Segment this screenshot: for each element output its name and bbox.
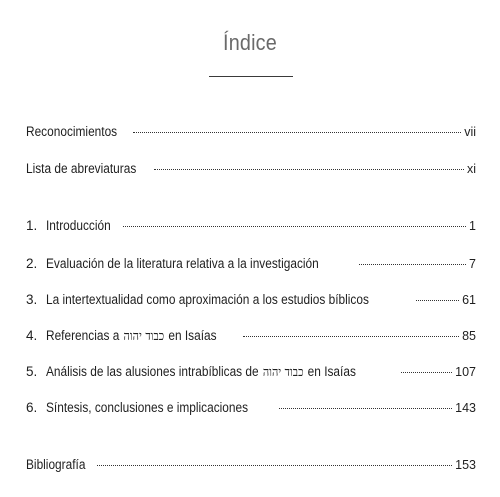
toc-page-number: xi: [466, 162, 476, 176]
chapter-number: 3.: [26, 292, 38, 307]
hebrew-phrase: כבוד יהוה: [262, 364, 304, 379]
toc-entry-label-before: Análisis de las alusiones intrabíblicas de: [46, 364, 259, 379]
toc-page-number: 143: [455, 401, 476, 415]
toc-entry-label-after: en Isaías: [168, 328, 217, 343]
dot-leader: [401, 372, 452, 373]
toc-entry-label: La intertextualidad como aproximación a los estudios bíblicos: [46, 292, 369, 307]
dot-leader: [133, 132, 462, 133]
toc-page-number: 107: [455, 365, 476, 379]
toc-entry-label: Síntesis, conclusiones e implicaciones: [46, 400, 249, 415]
toc-chapter-1[interactable]: [26, 217, 476, 235]
dot-leader: [359, 264, 466, 265]
toc-entry-label: Reconocimientos: [26, 124, 118, 139]
toc-page-number: 85: [462, 329, 476, 343]
toc-chapter-6[interactable]: [26, 399, 476, 417]
chapter-number: 4.: [26, 328, 38, 343]
toc-entry-label-before: Referencias a: [46, 328, 120, 343]
toc-entry-label: Introducción: [46, 218, 111, 233]
toc-chapter-5[interactable]: [26, 363, 476, 381]
dot-leader: [416, 300, 459, 301]
toc-page-number: 1: [469, 219, 476, 233]
toc-page-number: 61: [462, 293, 476, 307]
chapter-number: 1.: [26, 218, 38, 233]
toc-chapter-3[interactable]: [26, 291, 476, 309]
chapter-number: 5.: [26, 364, 38, 379]
toc-page-number: vii: [464, 125, 476, 139]
dot-leader: [279, 408, 453, 409]
toc-chapter-4[interactable]: [26, 327, 476, 345]
title-underline: [209, 76, 293, 77]
dot-leader: [154, 169, 464, 170]
toc-entry-abreviaturas[interactable]: [26, 160, 476, 178]
dot-leader: [243, 336, 459, 337]
toc-chapter-2[interactable]: [26, 255, 476, 273]
toc-entry-bibliografia[interactable]: [26, 456, 476, 474]
toc-entry-label-after: en Isaías: [307, 364, 356, 379]
dot-leader: [123, 226, 467, 227]
hebrew-phrase: כבוד יהוה: [123, 328, 165, 343]
chapter-number: 2.: [26, 256, 38, 271]
toc-page-number: 7: [469, 257, 476, 271]
chapter-number: 6.: [26, 400, 38, 415]
toc-entry-label: Evaluación de la literatura relativa a la investigación: [46, 256, 319, 271]
page-title: Índice: [223, 30, 277, 55]
toc-page-number: 153: [455, 458, 476, 472]
toc-entry-label: Bibliografía: [26, 457, 86, 472]
toc-entry-reconocimientos[interactable]: [26, 123, 476, 141]
toc-entry-label: Lista de abreviaturas: [26, 161, 137, 176]
dot-leader: [97, 465, 453, 466]
